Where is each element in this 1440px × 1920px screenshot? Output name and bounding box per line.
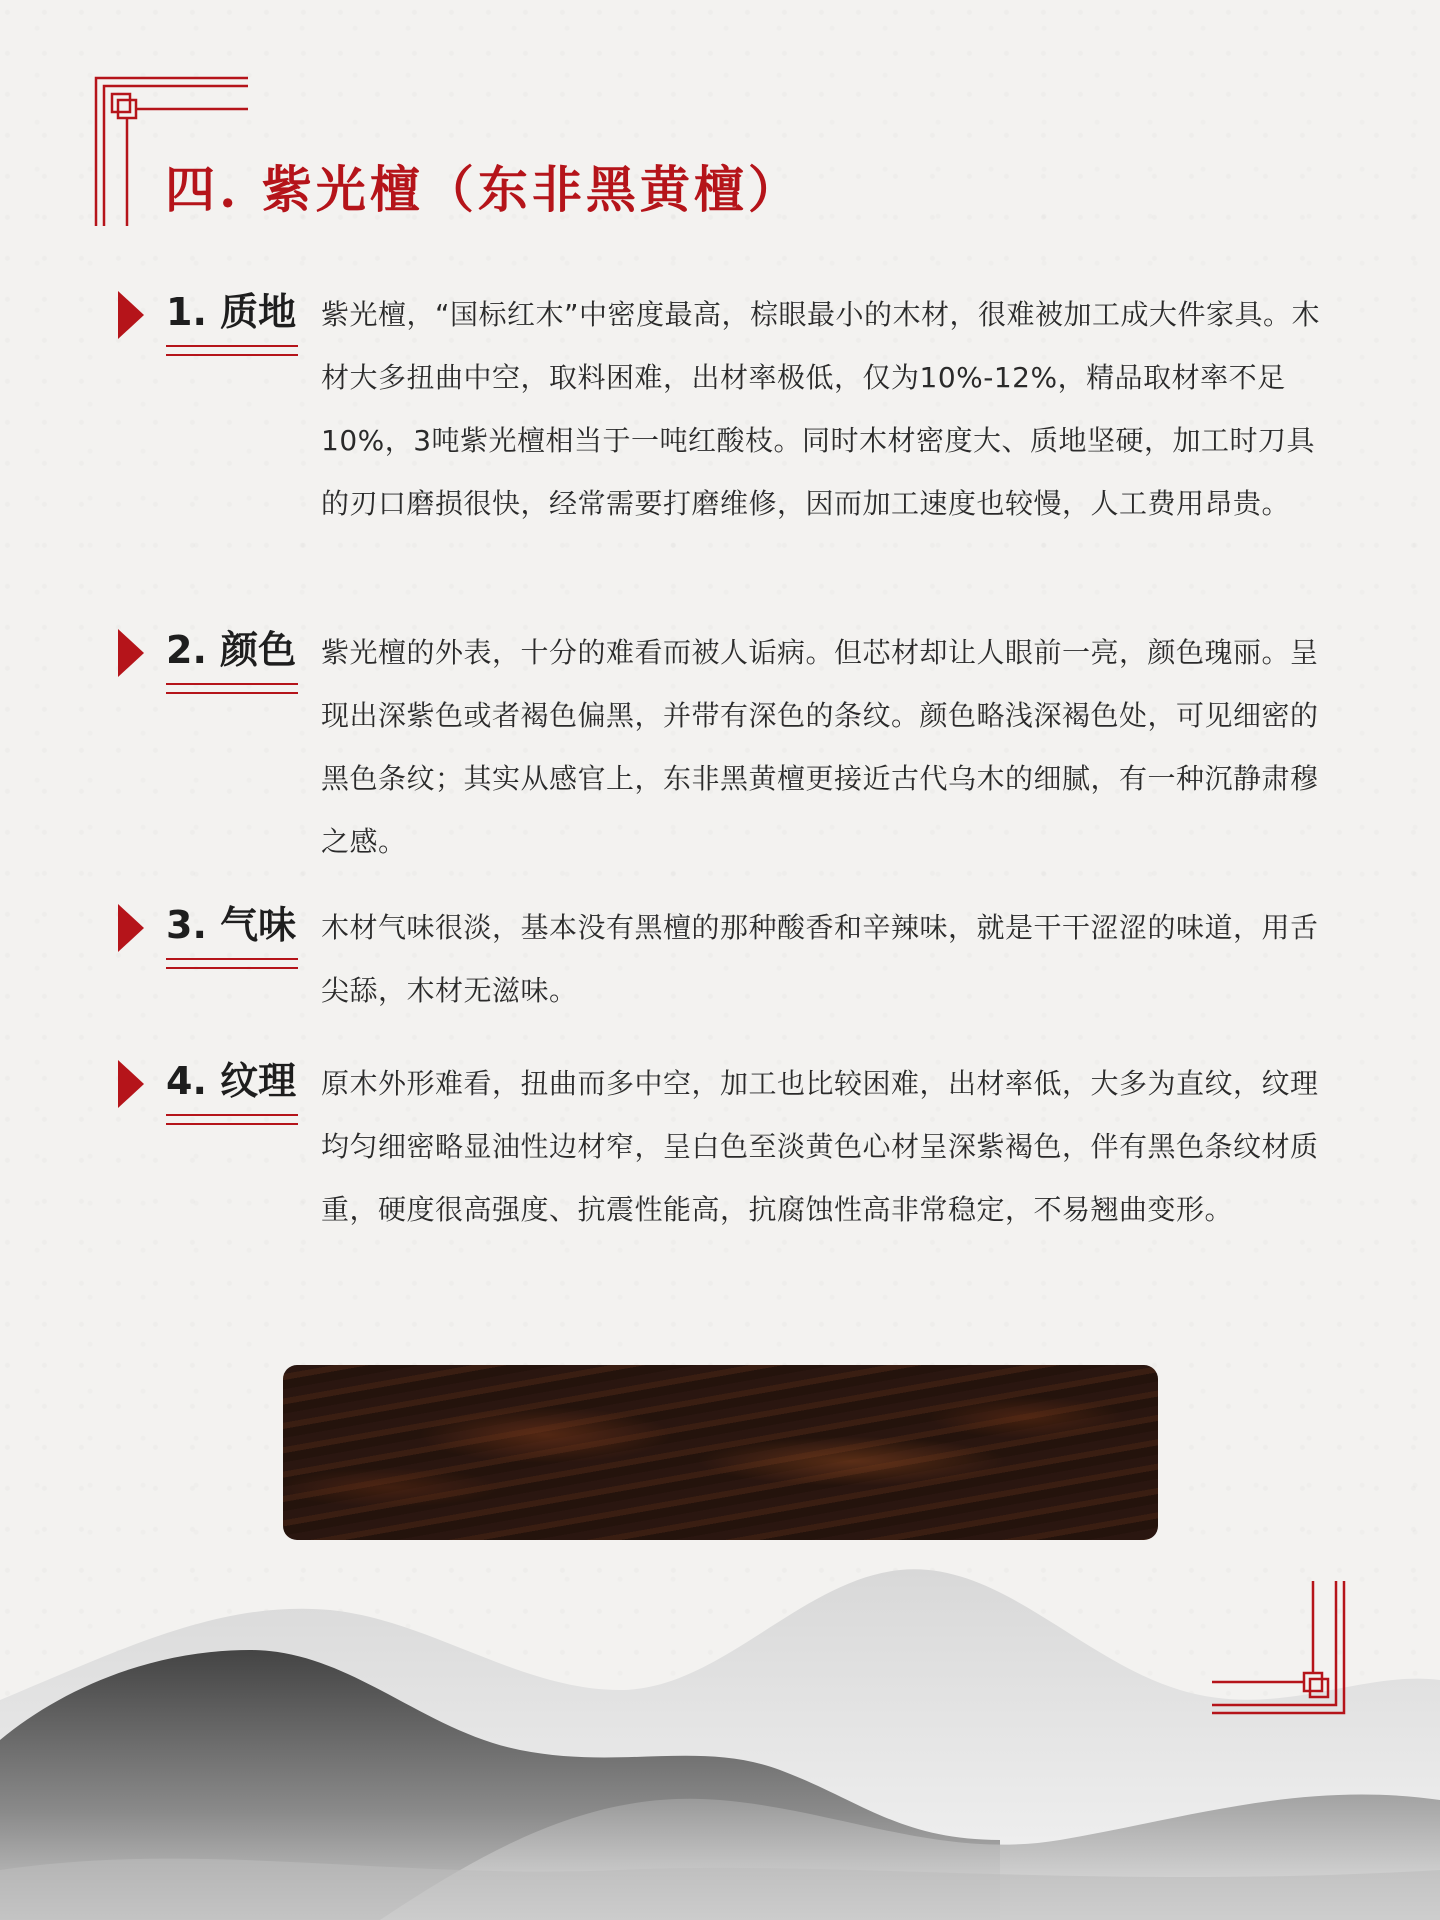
- bullet-arrow-icon: [118, 629, 144, 677]
- section-label: 2. 颜色: [166, 628, 297, 672]
- section-grain: [118, 1052, 1318, 1312]
- label-underline: [166, 1114, 298, 1125]
- section-text: 紫光檀的外表，十分的难看而被人诟病。但芯材却让人眼前一亮，颜色瑰丽。呈现出深紫色或者褐色偏黑，并带有深色的条纹。颜色略浅深褐色处，可见细密的黑色条纹；其实从感官上，东非黑黄檀更接近古代乌木的细腻，有一种沉静肃穆之感。: [321, 636, 1319, 858]
- section-texture: [118, 283, 1321, 583]
- label-underline: [166, 958, 298, 969]
- label-underline: [166, 345, 298, 356]
- section-color: [118, 621, 1318, 871]
- wood-sample-image: [283, 1365, 1158, 1540]
- section-label: 3. 气味: [166, 903, 297, 947]
- frame-corner-bottom-right-icon: [1208, 1577, 1348, 1717]
- bullet-arrow-icon: [118, 1060, 144, 1108]
- section-label: 4. 纹理: [166, 1059, 297, 1103]
- page-title: 四. 紫光檀（东非黑黄檀）: [165, 160, 802, 219]
- bullet-arrow-icon: [118, 291, 144, 339]
- section-text: 紫光檀，“国标红木”中密度最高，棕眼最小的木材，很难被加工成大件家具。木材大多扭曲中空，取料困难，出材率极低，仅为10%-12%，精品取材率不足10%，3吨紫光檀相当于一吨红酸枝。同时木材密度大、质地坚硬，加工时刀具的刃口磨损很快，经常需要打磨维修，因而加工速度也较慢，人工费用昂贵。: [321, 298, 1321, 520]
- label-underline: [166, 683, 298, 694]
- section-text: 木材气味很淡，基本没有黑檀的那种酸香和辛辣味，就是干干涩涩的味道，用舌尖舔，木材无滋味。: [321, 911, 1319, 1007]
- section-odor: [118, 896, 1318, 1026]
- section-label: 1. 质地: [166, 290, 297, 334]
- bullet-arrow-icon: [118, 904, 144, 952]
- section-text: 原木外形难看，扭曲而多中空，加工也比较困难，出材率低，大多为直纹，纹理均匀细密略显油性边材窄，呈白色至淡黄色心材呈深紫褐色，伴有黑色条纹材质重，硬度很高强度、抗震性能高，抗腐蚀性高非常稳定，不易翘曲变形。: [321, 1067, 1319, 1226]
